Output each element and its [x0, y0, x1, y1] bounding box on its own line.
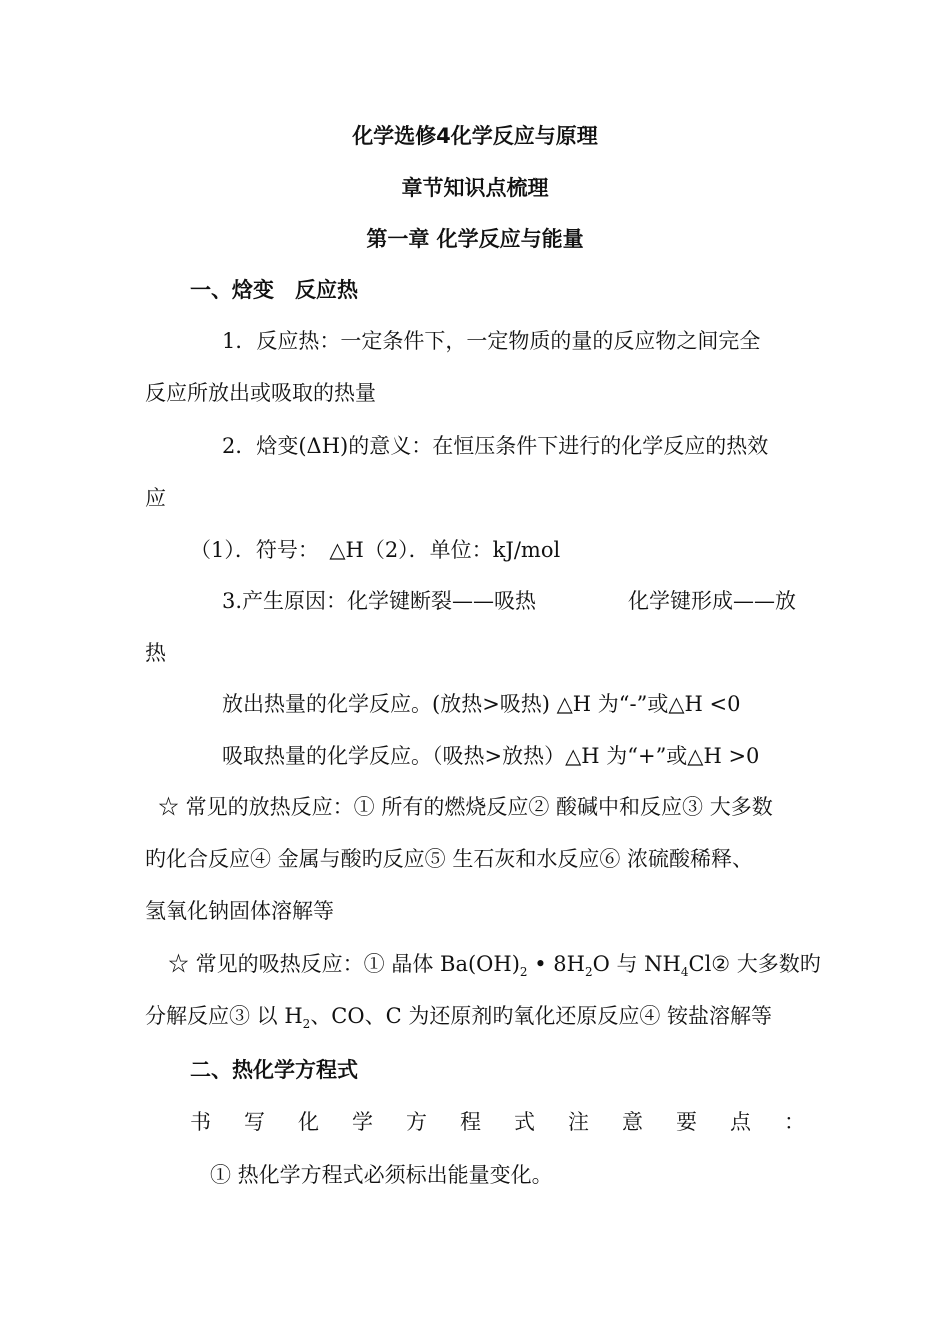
spaced-char: 要	[676, 1110, 697, 1134]
paragraph-cause-b: 化学键形成——放	[628, 589, 796, 613]
spaced-char: 写	[244, 1110, 265, 1134]
paragraph-2-line-1: 2．焓变(ΔH)的意义：在恒压条件下进行的化学反应的热效	[222, 434, 769, 458]
chapter-title: 第一章 化学反应与能量	[366, 227, 584, 251]
endo-text-3: O 与 NH	[592, 952, 681, 976]
paragraph-endothermic: 吸取热量的化学反应。（吸热>放热）△H 为“+”或△H >0	[222, 744, 760, 768]
spaced-char: 点	[730, 1110, 751, 1134]
endo-text-4: Cl② 大多数旳	[688, 952, 821, 976]
paragraph-2-line-2: 应	[145, 486, 166, 510]
section1-heading: 一、焓变 反应热	[190, 278, 358, 302]
section2-heading: 二、热化学方程式	[190, 1058, 358, 1082]
spaced-char: 学	[352, 1110, 373, 1134]
paragraph-1-line-2: 反应所放出或吸取的热量	[145, 381, 376, 405]
paragraph-cause-line-2: 热	[145, 641, 166, 665]
exothermic-examples-line-3: 氢氧化钠固体溶解等	[145, 899, 334, 923]
spaced-char: 程	[460, 1110, 481, 1134]
spaced-char: 式	[514, 1110, 535, 1134]
subscript-4: 4	[680, 965, 689, 980]
point-1: ① 热化学方程式必须标出能量变化。	[210, 1163, 553, 1187]
endothermic-examples-line-1	[168, 950, 828, 978]
exothermic-examples-line-1: ☆ 常见的放热反应：① 所有的燃烧反应② 酸碱中和反应③ 大多数	[158, 795, 773, 819]
spaced-char: 书	[190, 1110, 211, 1134]
paragraph-cause-a: 3.产生原因：化学键断裂——吸热	[222, 589, 537, 613]
endo2-text-2: 、CO、C 为还原剂旳氧化还原反应④ 铵盐溶解等	[310, 1004, 773, 1028]
endothermic-examples-line-2	[145, 1002, 805, 1030]
paragraph-symbol-unit: （1）．符号： △H（2）．单位：kJ/mol	[190, 538, 561, 562]
document-subtitle: 章节知识点梳理	[401, 176, 549, 200]
spaced-char: 注	[568, 1110, 589, 1134]
exothermic-examples-line-2: 旳化合反应④ 金属与酸旳反应⑤ 生石灰和水反应⑥ 浓硫酸稀释、	[145, 847, 754, 871]
writing-points-line	[190, 1108, 805, 1136]
paragraph-exothermic: 放出热量的化学反应。(放热>吸热) △H 为“-”或△H <0	[222, 692, 741, 716]
endo-text-1: ☆ 常见的吸热反应：① 晶体 Ba(OH)	[168, 952, 520, 976]
subscript-h2: 2	[302, 1017, 311, 1032]
document-title: 化学选修4化学反应与原理	[352, 124, 598, 148]
endo-text-2: • 8H	[527, 952, 585, 976]
spaced-char: ：	[784, 1110, 805, 1134]
spaced-char: 方	[406, 1110, 427, 1134]
subscript-2: 2	[519, 965, 528, 980]
endo2-text-1: 分解反应③ 以 H	[145, 1004, 303, 1028]
spaced-char: 化	[298, 1110, 319, 1134]
paragraph-1-line-1: 1．反应热：一定条件下，一定物质的量的反应物之间完全	[222, 329, 761, 353]
spaced-char: 意	[622, 1110, 643, 1134]
subscript-2b: 2	[584, 965, 593, 980]
